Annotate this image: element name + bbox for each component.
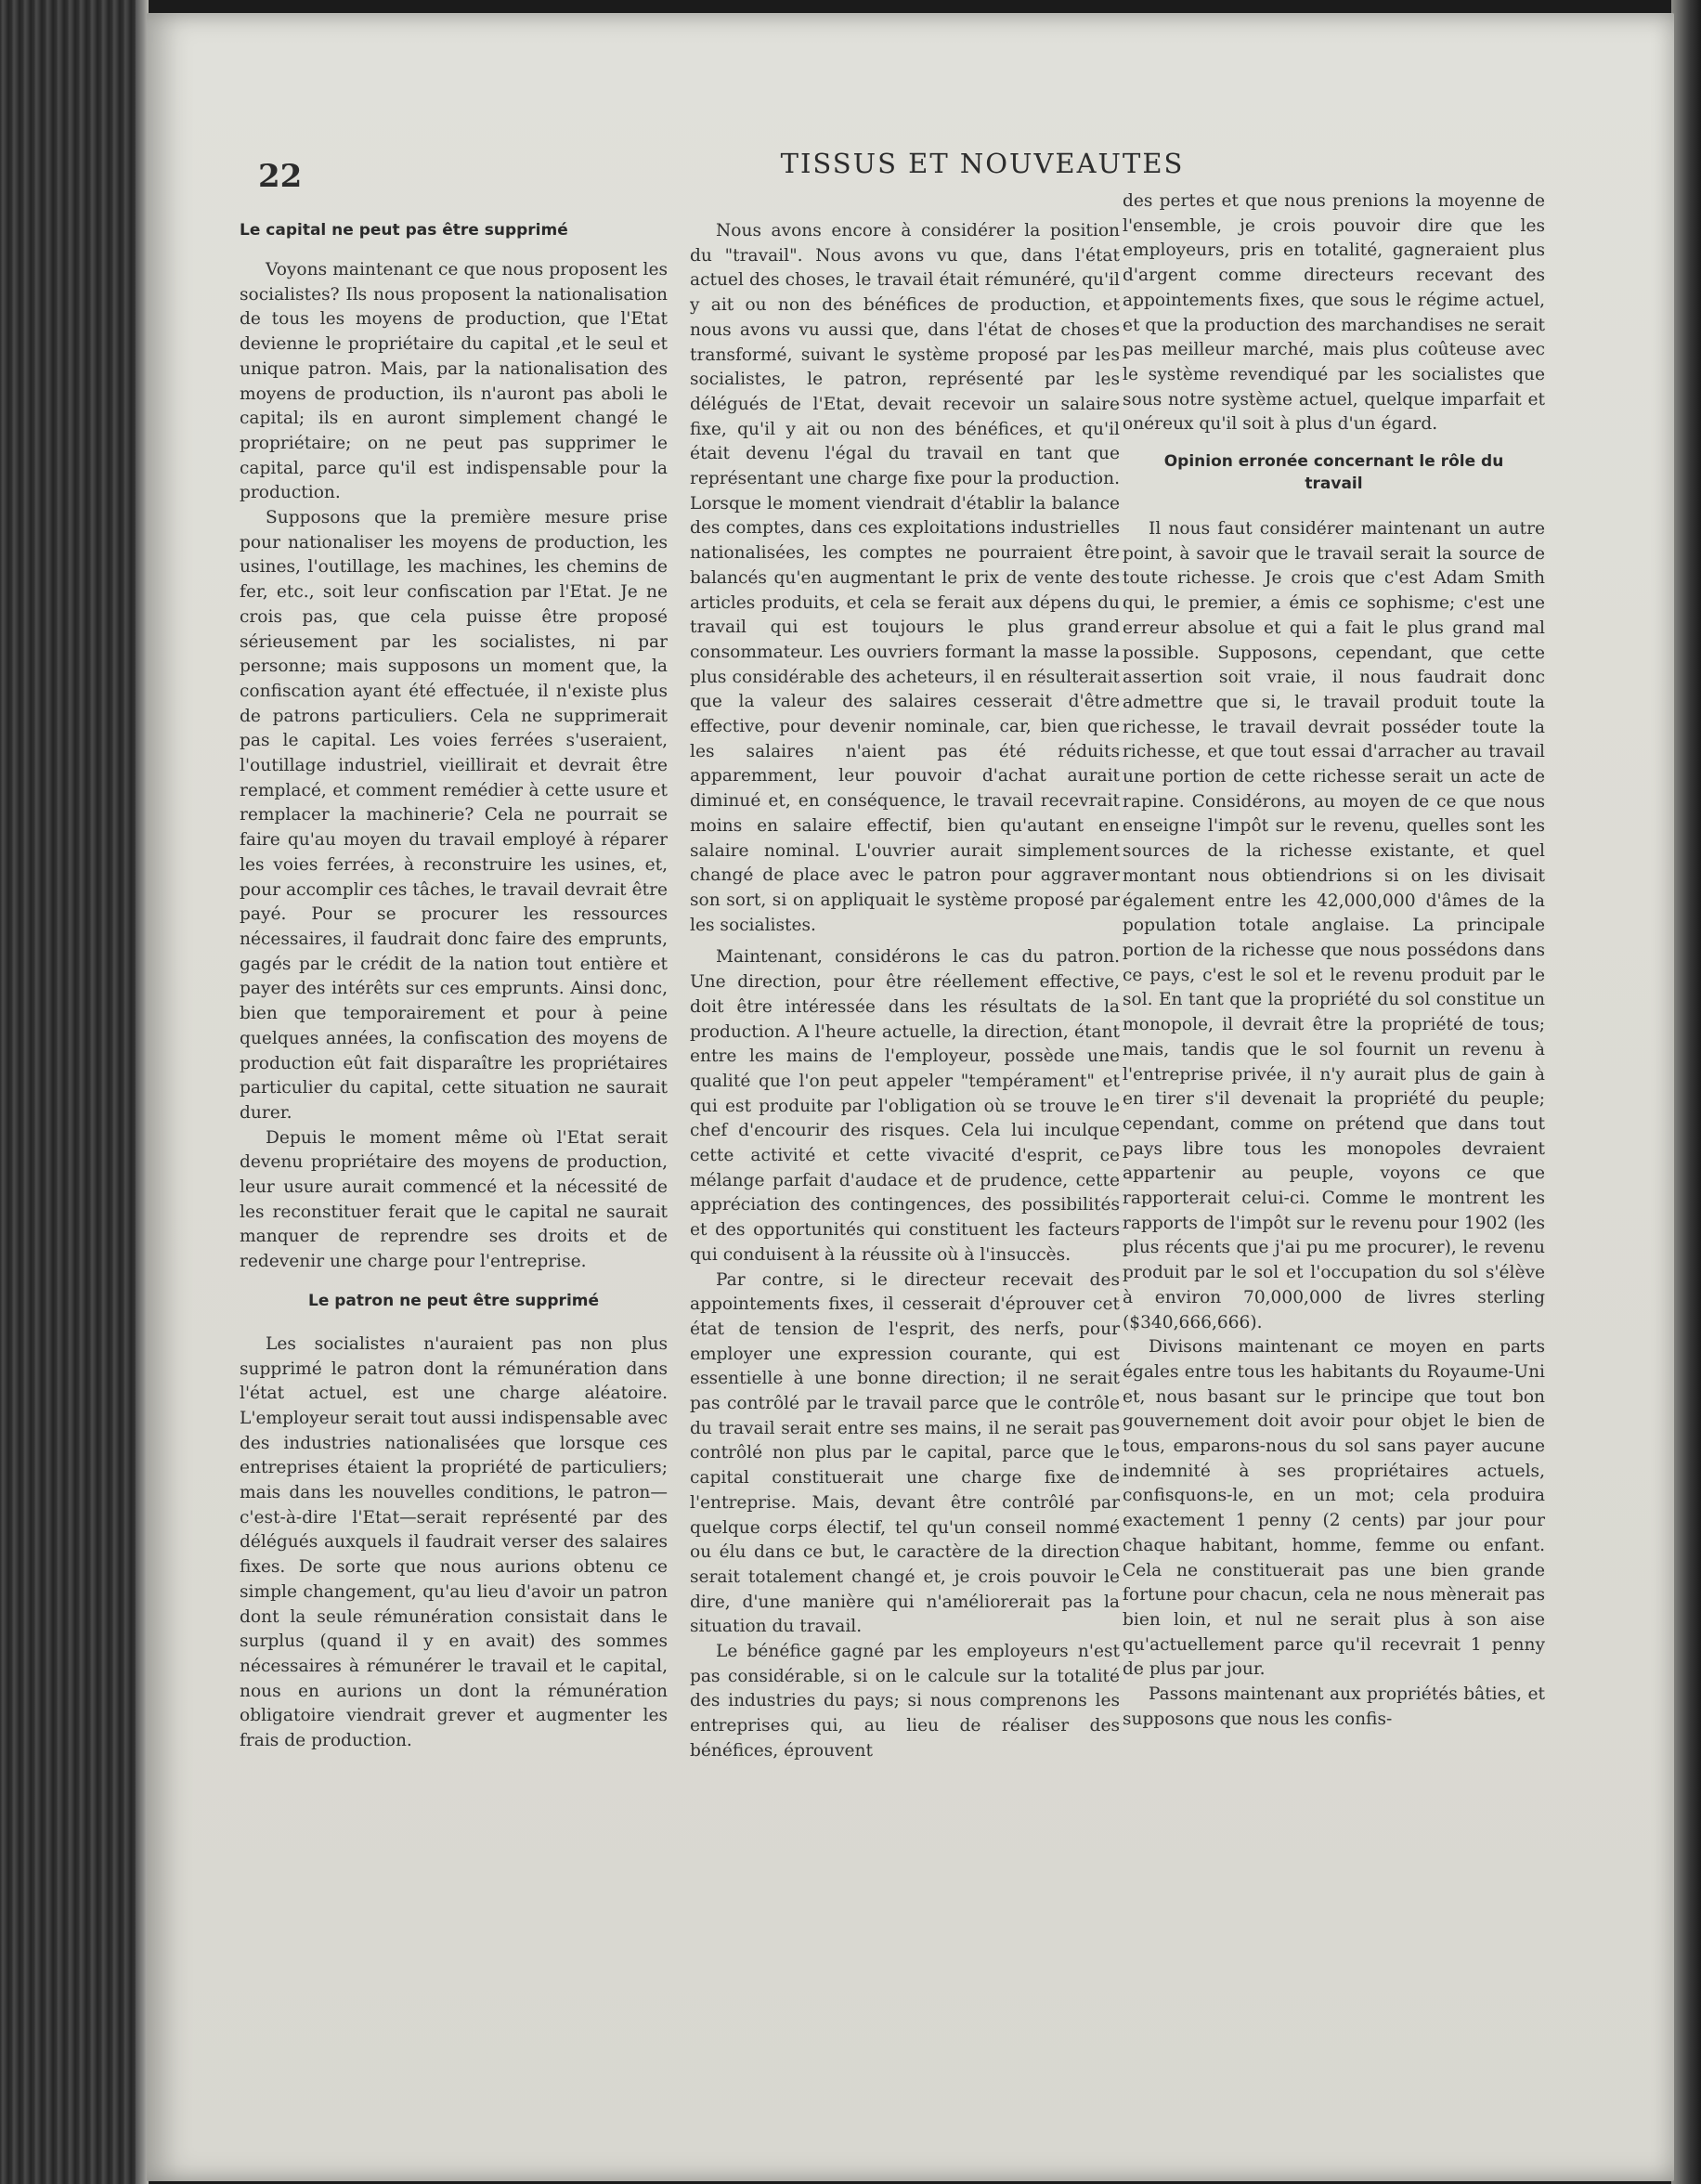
paragraph: Voyons maintenant ce que nous proposent les socialistes? Ils nous proposent la nationalisation de tous les moyens de production, que l'Etat devienne le propriétaire du capital ,et le seul et unique patron. Mais, par la nationalisation des moyens de production, ils n'auront pas aboli le capital; ils en auront simplement changé le propriétaire; on ne peut pas supprimer le capital, parce qu'il est indispensable pour la production. — [240, 260, 668, 503]
scanned-page — [147, 13, 1674, 2181]
paragraph: Divisons maintenant ce moyen en parts égales entre tous les habitants du Royaume-Uni et, nous basant sur le principe que tout bon gouvernement doit avoir pour objet le bien de tous, emparons-nous du sol sans payer aucune indemnité à ses propriétaires actuels, confisquons-le, en un mot; cela produira exactement 1 penny (2 cents) par jour pour chaque habitant, homme, femme ou enfant. Cela ne constituerait pas une bien grande fortune pour chacun, cela ne nous mènerait pas bien loin, et nul ne serait plus à son aise qu'actuellement parce qu'il recevrait 1 penny de plus par jour. — [1123, 1337, 1545, 1680]
paragraph: des pertes et que nous prenions la moyenne de l'ensemble, je crois pouvoir dire que les employeurs, pris en totalité, gagneraient plus d'argent comme directeurs recevant des appointements fixes, que sous le régime actuel, et que la production des marchandises ne serait pas meilleur marché, mais plus coûteuse avec le système revendiqué par les socialistes que sous notre système actuel, quelque imparfait et onéreux qu'il soit à plus d'un égard. — [1123, 191, 1545, 435]
section-heading: Opinion erronée concernant le rôle du travail — [1163, 452, 1504, 494]
paragraph: Maintenant, considérons le cas du patron. Une direction, pour être réellement effective, doit être intéressée dans les résultats de la production. A l'heure actuelle, la direction, étant entre les mains de l'employeur, possède une qualité que l'on peut appeler "tempérament" et qui est produite par l'obligation où se trouve le chef d'encourir des risques. Cela lui inculque cette activité et cette vivacité d'esprit, ce mélange parfait d'audace et de prudence, cette appréciation des contingences, des possibilités et des opportunités qui constituent les facteurs qui conduisent à la réussite où à l'insuccès. — [690, 947, 1120, 1265]
paragraph: Supposons que la première mesure prise pour nationaliser les moyens de production, les usines, l'outillage, les machines, les chemins de fer, etc., soit leur confiscation par l'Etat. Je ne crois pas, que cela puisse être proposé sérieusement par les socialistes, ni par personne; mais supposons un moment que, la confiscation ayant été effectuée, il n'existe plus de patrons particuliers. Cela ne supprimerait pas le capital. Les voies ferrées s'useraient, l'outillage industriel, vieillirait et devrait être remplacé, et comment remédier à cette usure et remplacer la machinerie? Cela ne pourrait se faire qu'au moyen du travail employé à réparer les voies ferrées, à reconstruire les usines, et, pour accomplir ces tâches, le travail devrait être payé. Pour se procurer les ressources nécessaires, il faudrait donc faire des emprunts, gagés par le crédit de la nation tout entière et payer des intérêts sur ces emprunts. Ainsi donc, bien que temporairement et pour à peine quelques années, la confiscation des moyens de production eût fait disparaître les propriétaires particulier du capital, cette situation ne saurait durer. — [240, 508, 668, 1123]
text-column-1 — [240, 219, 668, 1754]
paragraph: Nous avons encore à considérer la position du "travail". Nous avons vu que, dans l'état actuel des choses, le travail était rémunéré, qu'il y ait ou non des bénéfices de production, et nous avons vu aussi que, dans l'état de choses transformé, suivant le système proposé par les socialistes, le patron, représenté par les délégués de l'Etat, devait recevoir un salaire fixe, qu'il y ait ou non des bénéfices, et qu'il était devenu l'égal du travail en tant que représentant une charge fixe pour la production. Lorsque le moment viendrait d'établir la balance des comptes, dans ces exploitations industrielles nationalisées, les comptes ne pourraient être balancés qu'en augmentant le prix de vente des articles produits, et cela se ferait aux dépens du travail qui est toujours le plus grand consommateur. Les ouvriers formant la masse la plus considérable des acheteurs, il en résulterait que la valeur des salaires cesserait d'être effective, pour devenir nominale, car, bien que les salaires n'aient pas été réduits apparemment, leur pouvoir d'achat aurait diminué et, en conséquence, le travail recevrait moins en salaire effectif, bien qu'autant en salaire nominal. L'ouvrier aurait simplement changé de place avec le patron pour aggraver son sort, si on appliquait le système proposé par les socialistes. — [690, 221, 1120, 935]
paragraph: Par contre, si le directeur recevait des appointements fixes, il cesserait d'éprouver cet état de tension de l'esprit, des nerfs, pour employer une expression courante, qui est essentielle à une bonne direction; il ne serait pas contrôlé par le travail parce que le contrôle du travail serait entre ses mains, il ne serait pas contrôlé non plus par le capital, parce que le capital constituerait une charge fixe de l'entreprise. Mais, devant être contrôlé par quelque corps électif, tel qu'un conseil nommé ou élu dans ce but, le caractère de la direction serait totalement changé et, je crois pouvoir le dire, d'une manière qui n'améliorerait pas la situation du travail. — [690, 1269, 1120, 1637]
paragraph: Il nous faut considérer maintenant un autre point, à savoir que le travail serait la source de toute richesse. Je crois que c'est Adam Smith qui, le premier, a émis ce sophisme; c'est une erreur absolue et qui a fait le plus grand mal possible. Supposons, cependant, que cette assertion soit vraie, il nous faudrait donc admettre que si, le travail produit toute la richesse, le travail devrait posséder toute la richesse, et que tout essai d'arracher au travail une portion de cette richesse serait un acte de rapine. Considérons, au moyen de ce que nous enseigne l'impôt sur le revenu, quelles sont les sources de la richesse existante, et quel montant nous obtiendrions si on les divisait également entre les 42,000,000 d'âmes de la population totale anglaise. La principale portion de la richesse que nous possédons dans ce pays, c'est le sol et le revenu produit par le sol. En tant que la propriété du sol constitue un monopole, il devrait être la propriété de tous; mais, tandis que le sol fournit un revenu à l'entreprise privée, il n'y aurait plus de gain à en tirer s'il devenait la propriété du peuple; cependant, comme on prétend que dans tout pays libre tous les monopoles devraient appartenir au peuple, voyons ce que rapporterait celui-ci. Comme le montrent les rapports de l'impôt sur le revenu pour 1902 (les plus récents que j'ai pu me procurer), le revenu produit par le sol et l'occupation du sol s'élève à environ 70,000,000 de livres sterling ($340,666,666). — [1123, 519, 1545, 1332]
text-column-2 — [690, 219, 1120, 1764]
paragraph: Passons maintenant aux propriétés bâties, et supposons que nous les confis- — [1123, 1684, 1545, 1729]
page-number: 22 — [258, 158, 303, 195]
text-column-3 — [1123, 189, 1545, 1732]
paragraph: Les socialistes n'auraient pas non plus supprimé le patron dont la rémunération dans l'état actuel, est une charge aléatoire. L'employeur serait tout aussi indispensable avec des industries nationalisées que lorsque ces entreprises étaient la propriété de particuliers; mais dans les nouvelles conditions, le patron—c'est-à-dire l'Etat—serait représenté par des délégués auxquels il faudrait verser des salaires fixes. De sorte que nous aurions obtenu ce simple changement, qu'au lieu d'avoir un patron dont la seule rémunération consistait dans le surplus (quand il y en avait) des sommes nécessaires à rémunérer le travail et le capital, nous en aurions un dont la rémunération obligatoire viendrait grever et augmenter les frais de production. — [240, 1333, 668, 1751]
paragraph: Le bénéfice gagné par les employeurs n'est pas considérable, si on le calcule sur la totalité des industries du pays; si nous comprenons les entreprises qui, au lieu de réaliser des bénéfices, éprouvent — [690, 1642, 1120, 1761]
running-title: TISSUS ET NOUVEAUTES — [780, 148, 1185, 179]
page-right-shadow — [1671, 0, 1701, 2184]
paragraph: Depuis le moment même où l'Etat serait devenu propriétaire des moyens de production, leur usure aurait commencé et la nécessité de les reconstituer ferait que le capital ne saurait manquer de reprendre ses droits et de redevenir une charge pour l'entreprise. — [240, 1127, 668, 1272]
book-binding-edge — [0, 0, 149, 2184]
section-heading: Le patron ne peut être supprimé — [307, 1291, 600, 1310]
section-heading: Le capital ne peut pas être supprimé — [240, 221, 568, 240]
